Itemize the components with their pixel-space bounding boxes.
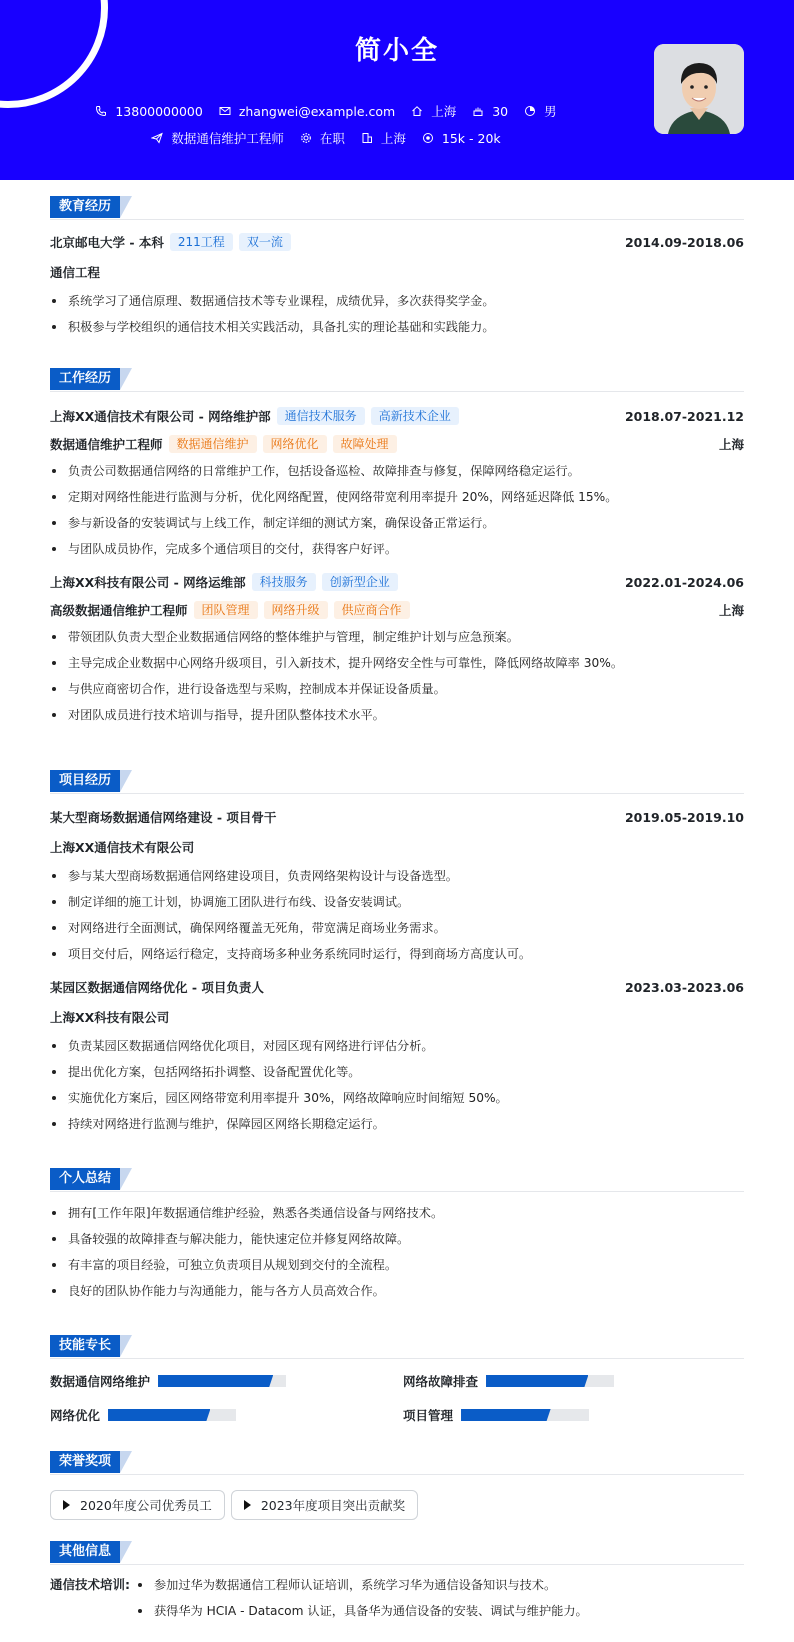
job-date: 2022.01-2024.06 [624,574,744,590]
summary-bullets [50,1200,744,1304]
home-icon [411,105,423,117]
position-row [50,434,744,454]
job-bullets [50,624,744,728]
status-text: 在职 [319,131,345,146]
section-header [50,196,744,220]
work-section [50,368,744,728]
education-bullets [50,288,744,340]
email-item [219,104,395,119]
phone-text: 13800000000 [115,103,203,119]
skill-tag: 数据通信维护 [169,435,257,453]
section-title: 工作经历 [50,368,120,390]
education-date: 2014.09-2018.06 [624,234,744,250]
project-company: 上海XX通信技术有限公司 [50,840,195,855]
play-triangle-icon [63,1500,70,1510]
project-date: 2019.05-2019.10 [624,809,744,825]
skill-name: 网络优化 [50,1408,101,1423]
skill-item [50,1373,286,1389]
company-tag: 创新型企业 [322,573,398,591]
section-header [50,770,744,794]
award-item [231,1490,418,1520]
project-bullets [50,863,744,967]
list-item: 参与某大型商场数据通信网络建设项目，负责网络架构设计与设备选型。 [50,863,744,889]
phone-icon [95,105,107,117]
company-name: 上海XX通信技术有限公司 - 网络维护部 [50,409,271,424]
job-intent-row [0,129,652,147]
send-icon [151,132,163,144]
contact-row [0,102,652,120]
job-title-text: 数据通信维护工程师 [171,131,284,146]
skill-item [403,1407,589,1423]
section-header [50,1168,744,1192]
gender-icon [524,105,536,117]
list-item: 获得华为 HCIA - Datacom 认证，具备华为通信设备的安装、调试与维护能力。 [136,1598,588,1624]
section-title: 教育经历 [50,196,120,218]
coin-icon [422,132,434,144]
age-text: 30 [492,103,509,119]
list-item: 项目交付后，网络运行稳定，支持商场多种业务系统同时运行，得到商场方高度认可。 [50,941,744,967]
section-header [50,1335,744,1359]
section-header [50,1451,744,1475]
list-item: 拥有[工作年限]年数据通信维护经验，熟悉各类通信设备与网络技术。 [50,1200,744,1226]
awards-list [50,1490,744,1520]
section-header [50,1541,744,1565]
work-city-item [361,129,406,147]
section-title: 项目经历 [50,770,120,792]
age-item [472,104,508,119]
list-item: 对团队成员进行技术培训与指导，提升团队整体技术水平。 [50,702,744,728]
list-item: 带领团队负责大型企业数据通信网络的整体维护与管理，制定维护计划与应急预案。 [50,624,744,650]
list-item: 主导完成企业数据中心网络升级项目，引入新技术，提升网络安全性与可靠性，降低网络故障率 30%。 [50,650,744,676]
skill-item [50,1407,236,1423]
email-text: zhangwei@example.com [238,103,396,119]
list-item: 有丰富的项目经验，可独立负责项目从规划到交付的全流程。 [50,1252,744,1278]
list-item: 持续对网络进行监测与维护，保障园区网络长期稳定运行。 [50,1111,744,1137]
project-header-row [50,977,744,997]
list-item: 良好的团队协作能力与沟通能力，能与各方人员高效合作。 [50,1278,744,1304]
candidate-name: 简小全 [354,36,439,66]
skill-item [403,1373,614,1389]
location-text: 上海 [431,104,457,119]
phone-item [95,104,202,119]
training-label: 通信技术培训: [50,1577,130,1592]
gear-icon [300,132,312,144]
skill-bar [158,1375,286,1387]
position-title: 数据通信维护工程师 [50,437,163,452]
skill-bar-fill [461,1409,551,1421]
education-row [50,232,744,252]
resume-header [0,0,794,180]
skill-tag: 网络升级 [264,601,328,619]
projects-section [50,770,744,1137]
skill-tag: 供应商合作 [334,601,410,619]
list-item: 与供应商密切合作，进行设备选型与采购，控制成本并保证设备质量。 [50,676,744,702]
project-date: 2023.03-2023.06 [624,979,744,995]
list-item: 制定详细的施工计划，协调施工团队进行布线、设备安装调试。 [50,889,744,915]
list-item: 与团队成员协作，完成多个通信项目的交付，获得客户好评。 [50,536,744,562]
skill-tag: 网络优化 [263,435,327,453]
company-tag: 通信技术服务 [277,407,365,425]
list-item: 系统学习了通信原理、数据通信技术等专业课程，成绩优异，多次获得奖学金。 [50,288,744,314]
skill-bar-fill [158,1375,273,1387]
skill-bar [108,1409,236,1421]
company-name: 上海XX科技有限公司 - 网络运维部 [50,575,246,590]
skill-name: 数据通信网络维护 [50,1374,151,1389]
play-triangle-icon [244,1500,251,1510]
list-item: 对网络进行全面测试，确保网络覆盖无死角，带宽满足商场业务需求。 [50,915,744,941]
job-date: 2018.07-2021.12 [624,408,744,424]
skill-tag: 故障处理 [333,435,397,453]
position-row [50,600,744,620]
job-header-row [50,406,744,426]
status-item [300,129,345,147]
company-tag: 高新技术企业 [371,407,459,425]
summary-section [50,1168,744,1304]
skills-section [50,1335,744,1425]
project-company: 上海XX科技有限公司 [50,1010,170,1025]
project-company-row [50,837,744,857]
training-row [50,1572,744,1624]
work-city-text: 上海 [380,131,406,146]
major-row [50,262,744,282]
award-item [50,1490,225,1520]
skill-name: 项目管理 [403,1408,454,1423]
school-name: 北京邮电大学 - 本科 [50,235,164,250]
gender-item [524,102,557,120]
list-item: 参与新设备的安装调试与上线工作，制定详细的测试方案，确保设备正常运行。 [50,510,744,536]
project-company-row [50,1007,744,1027]
major-name: 通信工程 [50,265,101,280]
list-item: 负责某园区数据通信网络优化项目，对园区现有网络进行评估分析。 [50,1033,744,1059]
list-item: 定期对网络性能进行监测与分析，优化网络配置，使网络带宽利用率提升 20%，网络延迟降低 15%。 [50,484,744,510]
position-title: 高级数据通信维护工程师 [50,603,188,618]
list-item: 负责公司数据通信网络的日常维护工作，包括设备巡检、故障排查与修复，保障网络稳定运行。 [50,458,744,484]
project-header-row [50,807,744,827]
section-title: 技能专长 [50,1335,120,1357]
awards-section [50,1451,744,1520]
building-icon [361,132,373,144]
list-item: 参加过华为数据通信工程师认证培训，系统学习华为通信设备知识与技术。 [136,1572,588,1598]
list-item: 积极参与学校组织的通信技术相关实践活动，具备扎实的理论基础和实践能力。 [50,314,744,340]
gender-text: 男 [544,104,557,119]
skill-bar [461,1409,589,1421]
skill-bar-fill [108,1409,210,1421]
salary-text: 15k - 20k [441,130,501,146]
job-header-row [50,572,744,592]
company-tag: 科技服务 [252,573,316,591]
job-title-item [151,129,284,147]
skill-bar-fill [486,1375,588,1387]
training-bullets [136,1572,588,1624]
job-bullets [50,458,744,562]
skill-tag: 团队管理 [194,601,258,619]
education-section [50,196,744,340]
job-city: 上海 [718,437,744,452]
section-header [50,368,744,392]
location-item [411,102,456,120]
portrait-photo [654,44,744,134]
salary-item [422,131,501,146]
skill-bar [486,1375,614,1387]
skill-name: 网络故障排查 [403,1374,479,1389]
section-title: 其他信息 [50,1541,120,1563]
mail-icon [219,105,231,117]
list-item: 实施优化方案后，园区网络带宽利用率提升 30%，网络故障响应时间缩短 50%。 [50,1085,744,1111]
project-name: 某大型商场数据通信网络建设 - 项目骨干 [50,810,277,825]
avatar [654,44,744,134]
section-title: 个人总结 [50,1168,120,1190]
cake-icon [472,105,484,117]
project-bullets [50,1033,744,1137]
section-title: 荣誉奖项 [50,1451,120,1473]
other-section [50,1541,744,1624]
school-tag: 211工程 [170,233,233,251]
award-label: 2020年度公司优秀员工 [80,1498,212,1513]
school-tag: 双一流 [239,233,291,251]
project-name: 某园区数据通信网络优化 - 项目负责人 [50,980,264,995]
list-item: 提出优化方案，包括网络拓扑调整、设备配置优化等。 [50,1059,744,1085]
job-city: 上海 [718,603,744,618]
award-label: 2023年度项目突出贡献奖 [260,1498,406,1513]
list-item: 具备较强的故障排查与解决能力，能快速定位并修复网络故障。 [50,1226,744,1252]
